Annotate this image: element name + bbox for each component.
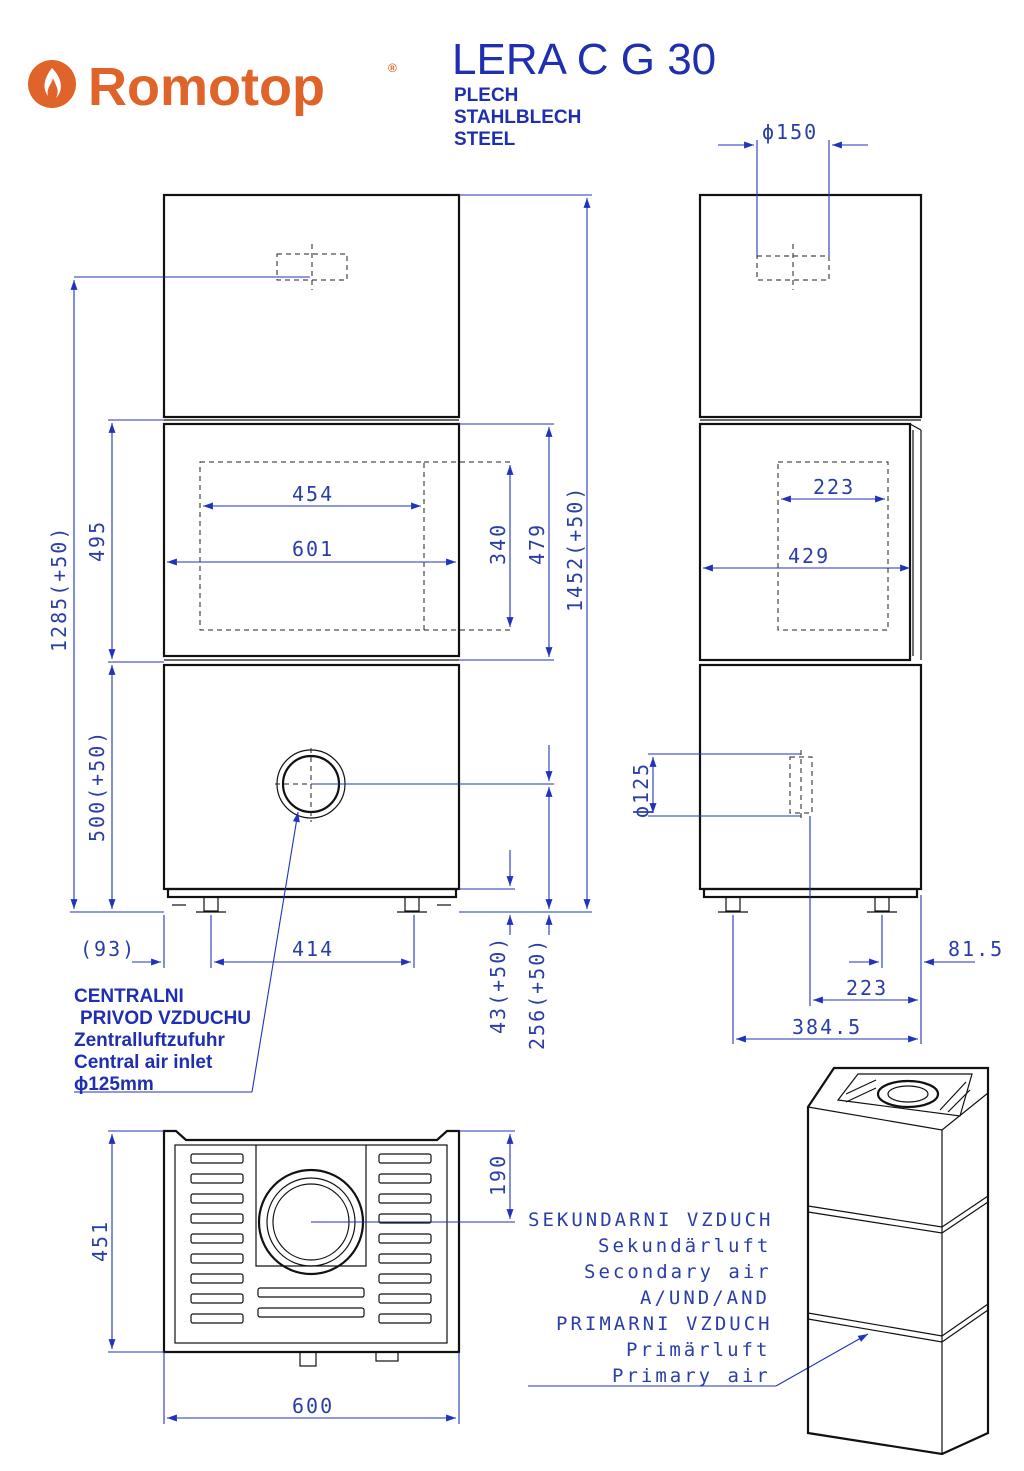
dim-inlet-offset: 223 xyxy=(846,976,889,1000)
note-line-2: PRIVOD VZDUCHU xyxy=(80,1008,252,1029)
dim-total-height-left: 1285(+50) xyxy=(47,525,71,652)
vent-slots-left xyxy=(191,1154,243,1323)
air-note-2: Sekundärluft xyxy=(598,1235,772,1257)
top-view xyxy=(164,1131,515,1366)
air-note-3: Secondary air xyxy=(584,1261,772,1283)
air-note-5: PRIMARNI VZDUCH xyxy=(556,1313,773,1335)
dim-foot-right: 81.5 xyxy=(948,937,1005,961)
dim-inlet-height: 256(+50) xyxy=(525,937,549,1050)
air-note-6: Primärluft xyxy=(626,1339,771,1361)
note-line-1: CENTRALNI xyxy=(74,986,184,1007)
air-notes xyxy=(528,1209,868,1387)
note-line-5: ϕ125mm xyxy=(74,1074,154,1095)
material-line-1: PLECH xyxy=(454,85,519,106)
front-dimensions xyxy=(47,195,592,1050)
dim-total-depth: 384.5 xyxy=(792,1015,863,1039)
side-dimensions xyxy=(629,120,1004,1044)
dim-lower-height: 500(+50) xyxy=(85,729,109,842)
top-dimensions xyxy=(88,1131,515,1424)
front-view xyxy=(164,195,510,912)
dim-glass-height-inner: 340 xyxy=(486,522,510,565)
dim-flue-diameter: ϕ150 xyxy=(762,120,819,144)
air-note-1: SEKUNDARNI VZDUCH xyxy=(528,1209,774,1231)
isometric-view xyxy=(808,1068,988,1454)
note-line-3: Zentralluftzufuhr xyxy=(74,1030,225,1051)
material-line-3: STEEL xyxy=(454,129,516,150)
air-note-7: Primary air xyxy=(612,1365,771,1387)
dim-top-width: 600 xyxy=(292,1394,335,1418)
dim-top-depth: 451 xyxy=(88,1219,112,1262)
dim-glass-width-outer: 601 xyxy=(292,537,335,561)
vent-slots-right xyxy=(379,1154,431,1323)
dim-glass-outer: 429 xyxy=(788,544,831,568)
note-line-4: Central air inlet xyxy=(74,1052,213,1073)
dim-flue-offset: 190 xyxy=(486,1153,510,1196)
flame-icon xyxy=(28,60,76,108)
air-note-4: A/UND/AND xyxy=(640,1287,770,1309)
dim-glass-height-outer: 479 xyxy=(525,522,549,565)
dim-glass-width-inner: 454 xyxy=(292,482,335,506)
brand-name: Romotop xyxy=(88,57,325,117)
dim-foot-offset: (93) xyxy=(80,937,137,961)
dim-inlet-diameter: ϕ125 xyxy=(629,761,653,818)
vent-slots-center xyxy=(258,1288,364,1317)
dim-foot-spacing: 414 xyxy=(292,937,335,961)
dim-glass-inner: 223 xyxy=(813,475,856,499)
dim-total-height-right: 1452(+50) xyxy=(563,485,587,612)
registered-mark: ® xyxy=(388,61,397,75)
dim-foot-height: 43(+50) xyxy=(486,935,510,1034)
model-title: LERA C G 30 xyxy=(452,35,717,84)
material-line-2: STAHLBLECH xyxy=(454,107,582,128)
brand-logo xyxy=(28,57,397,117)
dim-door-height: 495 xyxy=(85,519,109,562)
